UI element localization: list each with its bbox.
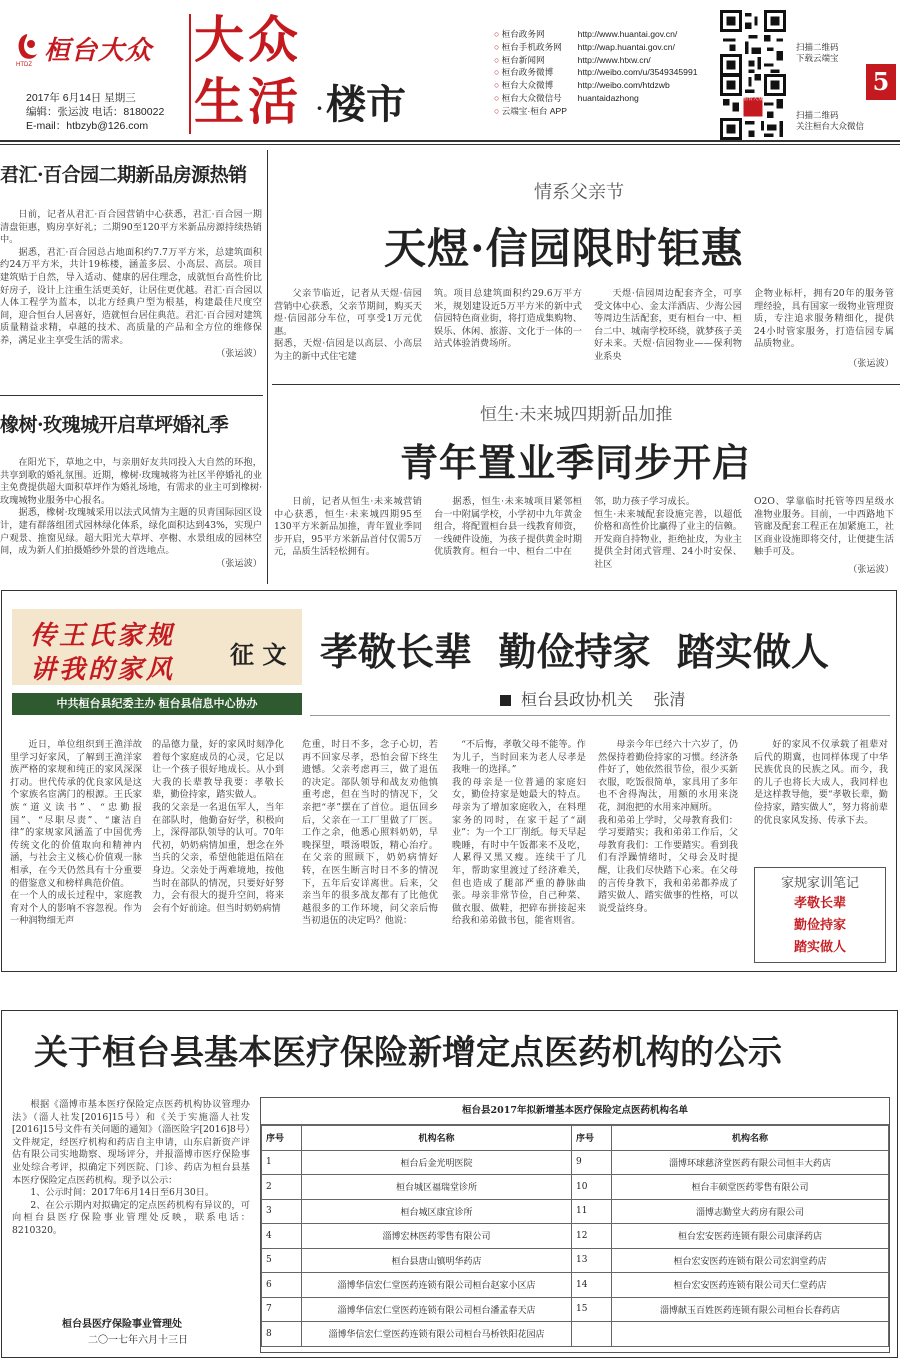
jiafeng-column: 好的家风不仅承载了祖辈对后代的期冀，也同样体现了中华民族优良的民族之风。而今，我的儿子也将长大成人，我同样也是这样教导他，要“孝敬长辈，勤俭持家，踏实做人”，努力将前辈的优良家风发扬、传承下去。 — [754, 739, 888, 826]
link-row[interactable]: ○ 桓台手机政务网 http://wap.huantai.gov.cn/ — [494, 41, 675, 52]
link-row[interactable]: ○ 桓台大众微信号 huantaidazhong — [494, 92, 639, 103]
left-article-1 — [0, 160, 262, 360]
table-cell-index: 15 — [572, 1297, 612, 1322]
note-line: 孝敬长辈 — [793, 896, 846, 911]
jiafeng-column: 近日，单位组织到王渔洋故里学习好家风，了解到王渔洋家族严格的家规和纯正的家风深深打动。世代传承的优良家风是这个家族名宦满门的根源。王氏家族“道义读书”、“忠勤报国”、“尽职尽责”、“廉洁自律”的家规家风涵盖了中国优秀传统文化的价值取向和精神内涵，与社会主义核心价值观一脉相承，在今天仍然具有十分重要的借鉴意义和榜样典范价值。 在一个人的成长过程中，家庭教育对个人的影响不容忽视。作为一种润物细无声 — [10, 739, 142, 927]
table-cell-index: 4 — [262, 1224, 302, 1249]
table-row — [262, 1175, 889, 1200]
article-author: （张运波） — [848, 358, 894, 369]
table-cell-index: 11 — [572, 1199, 612, 1224]
jiafeng-title: 孝敬长辈 勤俭持家 踏实做人 — [320, 629, 829, 674]
article-title: 橡树·玫瑰城开启草坪婚礼季 — [0, 414, 229, 436]
link-row[interactable]: ○ 桓台政务网 http://www.huantai.gov.cn/ — [494, 29, 678, 39]
left-article-2 — [0, 410, 262, 570]
table-cell-name: 桓台宏安医药连锁有限公司宏润堂药店 — [612, 1248, 889, 1273]
link-row[interactable]: ○ 桓台大众微博 http://weibo.com/htdzwb — [494, 80, 670, 91]
notice-box — [1, 1010, 898, 1358]
banner-line-1: 传王氏家规 — [30, 621, 176, 651]
article-column: 据悉，恒生·未来城项目紧邻桓台一中附属学校，小学初中九年黄金组合，将配置桓台县一线教育师资，一线硬件设施，为孩子提供黄金时期优质教育。桓台一中、桓台二中在 — [434, 496, 582, 558]
bullet-circle-icon: ○ — [494, 29, 500, 39]
table-row — [262, 1322, 889, 1347]
table-cell-index: 3 — [262, 1199, 302, 1224]
table-cell-name: 淄博志勤堂大药房有限公司 — [612, 1199, 889, 1224]
jiafeng-banner — [12, 609, 302, 685]
table-row — [262, 1273, 889, 1298]
note-line: 勤俭持家 — [793, 918, 846, 933]
jiafeng-column: “不后悔，孝敬父母不能等。作为儿子，当时回来为老人尽孝是我唯一的选择。” 我的母亲是一位普通的家庭妇女，勤俭持家是她最大的特点。母亲为了增加家庭收入，在料理家务的同时，在家干起了“副业”：为一个工厂削纸。每天早起晚睡，有时中午饭都来不及吃，人累得又黑又瘦。连续干了几年，帮助家里渡过了经济难关，但也造成了腿部严重的静脉曲张。母亲非常节俭，自己种菜、做衣服、做鞋，把碎布拼接起来给我和弟弟做书包，能省则省。 — [452, 739, 586, 927]
bullet-circle-icon: ○ — [494, 92, 500, 103]
table-cell-index: 1 — [262, 1150, 302, 1175]
table-cell-name: 淄博华信宏仁堂医药连锁有限公司桓台潘孟春天店 — [302, 1297, 572, 1322]
article-column: 父亲节临近，记者从天煜·信园营销中心获悉，父亲节期间，购买天煜·信园部分车位，可享受1万元优惠。 据悉，天煜·信园是以高层、小高层为主的新中式住宅建 — [274, 288, 422, 362]
table-cell-index: 2 — [262, 1175, 302, 1200]
jiafeng-note-box — [754, 867, 886, 963]
section-title-1: 大众 — [194, 10, 302, 69]
notice-table-wrap — [260, 1097, 890, 1353]
editor-line: 编辑：张运波 电话：8180022 — [26, 106, 165, 118]
article-column: 邻，助力孩子学习成长。 恒生·未来城配套设施完善，以超低价格和高性价比赢得了业主的信赖。开发商自持物业，拒绝扯皮，为业主提供全封闭式管理、24小时安保、社区 — [594, 496, 742, 570]
qr-code-download-icon[interactable] — [720, 10, 786, 76]
jiafeng-column: 危重，时日不多，念子心切，若再不回家尽孝，恐怕会留下终生遗憾。父亲考虑再三，做了退伍的决定。部队领导和战友劝他慎重考虑，但在当时的情况下，父亲把“孝”摆在了首位。退伍回乡后，父亲在一工厂里做了厂医。工作之余，他悉心照料奶奶，早晚探望，喂汤喂饭，精心治疗。在父亲的照顾下，奶奶病情好转，在医生断言时日不多的情况下，五年后安详离世。后来，父亲当年的很多战友都有了比他优越很多的工作环境，问父亲后悔当初退伍的决定吗？他说： — [302, 739, 438, 927]
article-body: 在阳光下，草地之中，与亲朋好友共同投入大自然的环抱，共享到歌的婚礼氛围。近期，橡树·玫瑰城将为社区半停婚礼的业主免费提供超大面积草坪作为婚礼场地，有需求的业主可到橡树·玫瑰城物业服务中心报名。 据悉，橡树·玫瑰城采用以法式风情为主题的贝青国际园区设计，建有群落组团式园林绿化体系，绿化面积达到43%，实现户户观景、推窗见绿。超大阳光大草坪、亭榭、水景组成的园林空间，成为新人们拍摄婚纱外景的首选地点。 （张运波） — [0, 457, 262, 569]
article-3 — [274, 150, 898, 382]
table-cell-index: 14 — [572, 1273, 612, 1298]
page-number-badge — [866, 64, 896, 100]
link-row[interactable]: ○ 云端宝·桓台 APP — [494, 105, 568, 116]
jiafeng-column: 的品德力量，好的家风时刻净化着每个家庭成员的心灵，它足以让一个孩子很好地成长。从小到大我的长辈教导我要：孝敬长辈，勤俭持家，踏实做人。 我的父亲是一名退伍军人，当年在部队时，他勤奋好学，积极向上，深得部队领导的认可。70年代初，奶奶病情加重，想念在外当兵的父亲，希望他能退伍陪在身边。父亲处于两难境地，按他当时在部队的情况，只要好好努力，会有很大的提升空间，将来会有个好前途。但当时奶奶病情 — [152, 739, 284, 914]
article-kicker: 情系父亲节 — [534, 182, 624, 203]
square-bullet-icon — [500, 695, 511, 706]
table-cell-name: 淄博华信宏仁堂医药连锁有限公司桓台赵家小区店 — [302, 1273, 572, 1298]
logo-text: 桓台大众 — [44, 36, 153, 66]
table-cell-name: 淄博宏林医药零售有限公司 — [302, 1224, 572, 1249]
sponsor-bar: 中共桓台县纪委主办 桓台县信息中心协办 — [12, 693, 302, 715]
table-cell-index: 9 — [572, 1150, 612, 1175]
table-cell-index: 12 — [572, 1224, 612, 1249]
article-title: 君汇·百合园二期新品房源热销 — [0, 164, 247, 186]
table-cell-name — [612, 1322, 889, 1347]
article-4 — [274, 388, 898, 584]
table-row — [262, 1248, 889, 1273]
table-cell-name: 淄博华信宏仁堂医药连锁有限公司桓台马桥铁阳花园店 — [302, 1322, 572, 1347]
masthead — [0, 0, 900, 140]
banner-zhengwen: 征 文 — [230, 640, 287, 669]
article-kicker: 恒生·未来城四期新品加推 — [480, 405, 673, 425]
bullet-circle-icon: ○ — [494, 80, 500, 91]
table-cell-name: 桓台城区福瑞堂诊所 — [302, 1175, 572, 1200]
note-line: 踏实做人 — [793, 940, 846, 955]
qr2-badge: 桓台大众 — [742, 96, 763, 102]
table-row — [262, 1199, 889, 1224]
issue-date: 2017年 6月14日 星期三 — [26, 92, 136, 104]
notice-signature-org: 桓台县医疗保险事业管理处 — [62, 1319, 182, 1330]
article-column: 天煜·信园周边配套齐全，可享受文体中心、金太洋酒店、少海公园等周边生活配套，更有桓台一中、桓台二中、城南学校环绕，就梦孩子美好未来。天煜·信园物业——保利物业系央 — [594, 288, 742, 362]
article-title: 青年置业季同步开启 — [400, 440, 752, 485]
notice-table — [261, 1125, 889, 1347]
table-row — [262, 1150, 889, 1175]
qr2-caption: 扫描二维码 关注桓台大众微信 — [796, 110, 865, 131]
table-cell-name: 桓台城区康宜诊所 — [302, 1199, 572, 1224]
logo — [14, 30, 174, 70]
link-row[interactable]: ○ 桓台新闻网 http://www.htxw.cn/ — [494, 54, 651, 65]
section-dot: · — [316, 96, 323, 120]
qr-code-wechat-icon[interactable] — [720, 74, 786, 140]
table-row — [262, 1224, 889, 1249]
jiafeng-byline: 桓台县政协机关 张清 — [500, 687, 685, 710]
table-cell-index: 10 — [572, 1175, 612, 1200]
table-cell-name: 桓台宏安医药连锁有限公司天仁堂药店 — [612, 1273, 889, 1298]
bullet-circle-icon: ○ — [494, 54, 500, 65]
article-column: 日前，记者从恒生·未来城营销中心获悉，恒生·未来城四期95至130平方米新品加推，青年置业季同步开启，95平方米新品首付仅需5万元，品质生活轻松拥有。 — [274, 496, 422, 558]
table-cell-name: 桓台县唐山镇明华药店 — [302, 1248, 572, 1273]
table-cell-name: 淄博环球慈济堂医药有限公司恒丰大药店 — [612, 1150, 889, 1175]
table-cell-name: 桓台宏安医药连锁有限公司康泽药店 — [612, 1224, 889, 1249]
table-cell-name: 淄博献玉百姓医药连锁有限公司桓台长春药店 — [612, 1297, 889, 1322]
notice-signature-date: 二〇一七年六月十三日 — [88, 1335, 188, 1346]
table-cell-index — [572, 1322, 612, 1347]
article-body: 日前，记者从君汇·百合园营销中心获悉，君汇·百合园一期清盘钜惠，购房享好礼；二期90至120平方米新品房源持续热销中。 据悉，君汇·百合园总占地面积约7.7万平方米，总建筑面积约24万平方米，共计19栋楼，涵盖多层、小高层、高层。项目建筑贴于自然，导入适动、健康的居住理念，成就恒台高性价比好房子，设计上注重生活更美好，让居住更优越。君汇·百合园以人体工程学为蓝本，以北方经典户型为根基，构建最佳尺度空间，迎合恒台人居喜好，造就恒台居住典范。君汇·百合园对建筑质量精益求精，卓越的技术、高质量的产品和全方位的维修保养，满足业主享受生活的需求。 （张运波） — [0, 209, 262, 359]
jiafeng-column: 母亲今年已经六十六岁了，仍然保持着勤俭持家的习惯。经济条件好了，她依然很节俭，很少买新衣服，吃饭很简单，家具用了多年也不舍得淘汰，用额的水用来浇花，洞泡把的水用来冲厕所。 我和弟弟上学时，父母教育我们：学习要踏实；我和弟弟工作后，父母教育我们：工作要踏实。看到我们有浮躁情绪时，父母会及时提醒，让我们尽快踏下心来。在父母的言传身教下，我和弟弟都养成了踏实做人、踏实做事的性格，可以说受益终身。 — [598, 739, 738, 914]
table-cell-index: 7 — [262, 1297, 302, 1322]
logo-small: HTDZ — [16, 62, 32, 68]
link-list — [494, 28, 724, 118]
table-cell-index: 5 — [262, 1248, 302, 1273]
jiafeng-box — [1, 590, 897, 972]
table-cell-index: 13 — [572, 1248, 612, 1273]
article-author: （张运波） — [848, 564, 894, 575]
link-row[interactable]: ○ 桓台政务微博 http://weibo.com/u/3549345991 — [494, 67, 698, 78]
table-cell-name: 桓台丰硕堂医药零售有限公司 — [612, 1175, 889, 1200]
banner-line-2: 讲我的家风 — [30, 655, 176, 685]
table-row — [262, 1297, 889, 1322]
page-number: 5 — [872, 67, 890, 96]
bullet-circle-icon: ○ — [494, 105, 500, 116]
table-cell-index: 6 — [262, 1273, 302, 1298]
table-cell-index: 8 — [262, 1322, 302, 1347]
email-line: E-mail：htbzyb@126.com — [26, 120, 149, 132]
notice-body: 根据《淄博市基本医疗保险定点医药机构协议管理办法》（淄人社发[2016]15号）和《关于实施淄人社发[2016]15号文件有关问题的通知》（淄医险字[2016]8号）文件规定，经医疗机构和药店自主申请，山东启新资产评估有限公司实地勘察、现场评分，并报淄博市医疗保险事业处综合考评，拟确定下列医院、门诊、药店为桓台县基本医疗保险定点医药机构。现予以公示： 1、公示时间：2017年6月14日至6月30日。 2、在公示期内对拟确定的定点医药机构有异议的，可向桓台县医疗保险事业管理处反映，联系电话：8210320。 — [12, 1099, 250, 1236]
notice-title: 关于桓台县基本医疗保险新增定点医药机构的公示 — [34, 1033, 782, 1073]
table-cell-name: 桓台后金光明医院 — [302, 1150, 572, 1175]
notice-table-caption: 桓台县2017年拟新增基本医疗保险定点医药机构名单 — [261, 1098, 889, 1125]
note-title: 家规家训笔记 — [780, 876, 859, 891]
section-title-2: 生活 — [194, 72, 302, 131]
table-header-row: 序号 机构名称 序号 机构名称 — [262, 1126, 889, 1151]
bullet-circle-icon: ○ — [494, 41, 500, 52]
qr1-caption: 扫描二维码 下载云端宝 — [796, 42, 839, 63]
article-column: 筑。项目总建筑面积约29.6万平方米，规划建设近5万平方米的新中式信园特色商业街，将打造成集购物、娱乐、休闲、旅游、文化于一体的一站式体验消费场所。 — [434, 288, 582, 350]
article-title: 天煜·信园限时钜惠 — [384, 224, 744, 273]
article-column: 企物业标杆，拥有20年的服务管理经验，具有国家一级物业管理资质，专注追求服务精细化，提供24小时管家服务，打造信园专属品质物业。 — [754, 288, 894, 350]
logo-swirl-icon — [14, 32, 40, 62]
article-column: O2O、掌靠临时托管等四星级水准物业服务。目前，一中西路地下管廊及配套工程正在加紧施工，社区商业设施即将交付，让便捷生活触手可及。 — [754, 496, 894, 558]
section-sub: 楼市 — [326, 81, 406, 128]
bullet-circle-icon: ○ — [494, 67, 500, 78]
